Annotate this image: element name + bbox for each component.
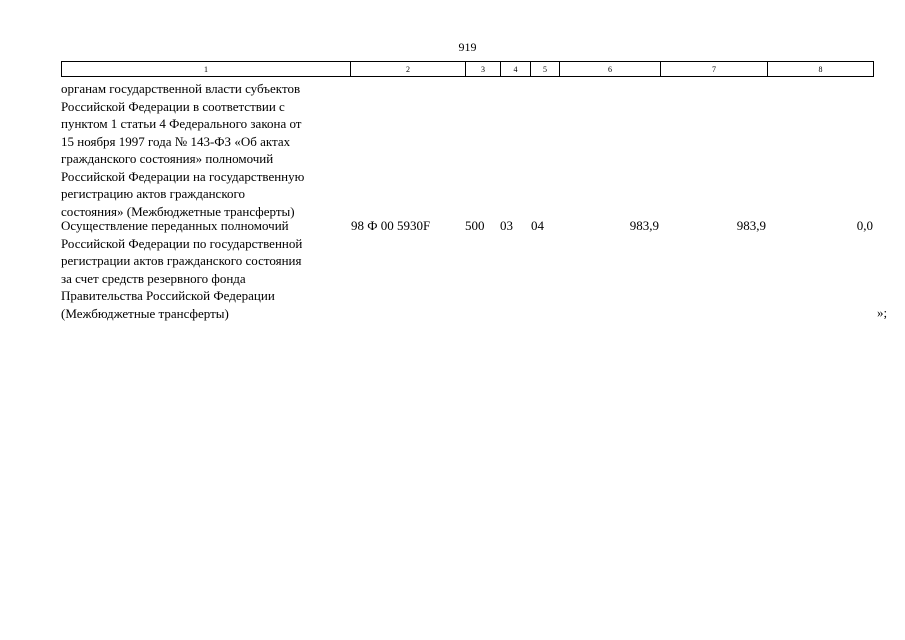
column-header-7: 7 <box>661 62 768 77</box>
row-name-line: гражданского состояния» полномочий <box>61 151 274 166</box>
amount-column-6: 983,9 <box>629 218 659 233</box>
row-name <box>61 80 346 220</box>
column-header-4: 4 <box>501 62 531 77</box>
closing-quote-mark: »; <box>877 305 888 320</box>
section-code: 03 <box>500 218 513 233</box>
row-name-line: (Межбюджетные трансферты) <box>61 305 229 321</box>
row-name-line: органам государственной власти субъектов <box>61 81 301 96</box>
column-header-1: 1 <box>62 62 351 77</box>
amount-column-8: 0,0 <box>856 218 873 233</box>
target-article-code: 98 Ф 00 5930F <box>351 218 431 233</box>
row-name-line: Правительства Российской Федерации <box>61 288 275 303</box>
page-number: 919 <box>458 40 477 54</box>
column-header-2: 2 <box>351 62 466 77</box>
expense-type-code: 500 <box>465 218 485 233</box>
row-name-line: Осуществление переданных полномочий <box>61 218 289 233</box>
column-header-5: 5 <box>531 62 560 77</box>
column-number-header <box>61 61 874 77</box>
row-name-line: Российской Федерации по государственной <box>61 235 303 251</box>
row-name-line: Российской Федерации на государственную <box>61 168 305 184</box>
column-header-6: 6 <box>560 62 661 77</box>
row-name-line: за счет средств резервного фонда <box>61 270 246 286</box>
row-name-line: пунктом 1 статьи 4 Федерального закона от <box>61 116 302 131</box>
row-name-line: Российской Федерации в соответствии с <box>61 98 285 114</box>
amount-column-7: 983,9 <box>736 218 766 233</box>
row-name-line: 15 ноября 1997 года № 143-ФЗ «Об актах <box>61 133 291 149</box>
row-name-line: регистрацию актов гражданского <box>61 186 245 201</box>
row-name <box>61 217 346 322</box>
column-header-3: 3 <box>466 62 501 77</box>
subsection-code: 04 <box>531 218 544 233</box>
row-name-line: состояния» (Межбюджетные трансферты) <box>61 203 295 219</box>
row-name-line: регистрации актов гражданского состояния <box>61 253 302 268</box>
column-header-8: 8 <box>768 62 874 77</box>
